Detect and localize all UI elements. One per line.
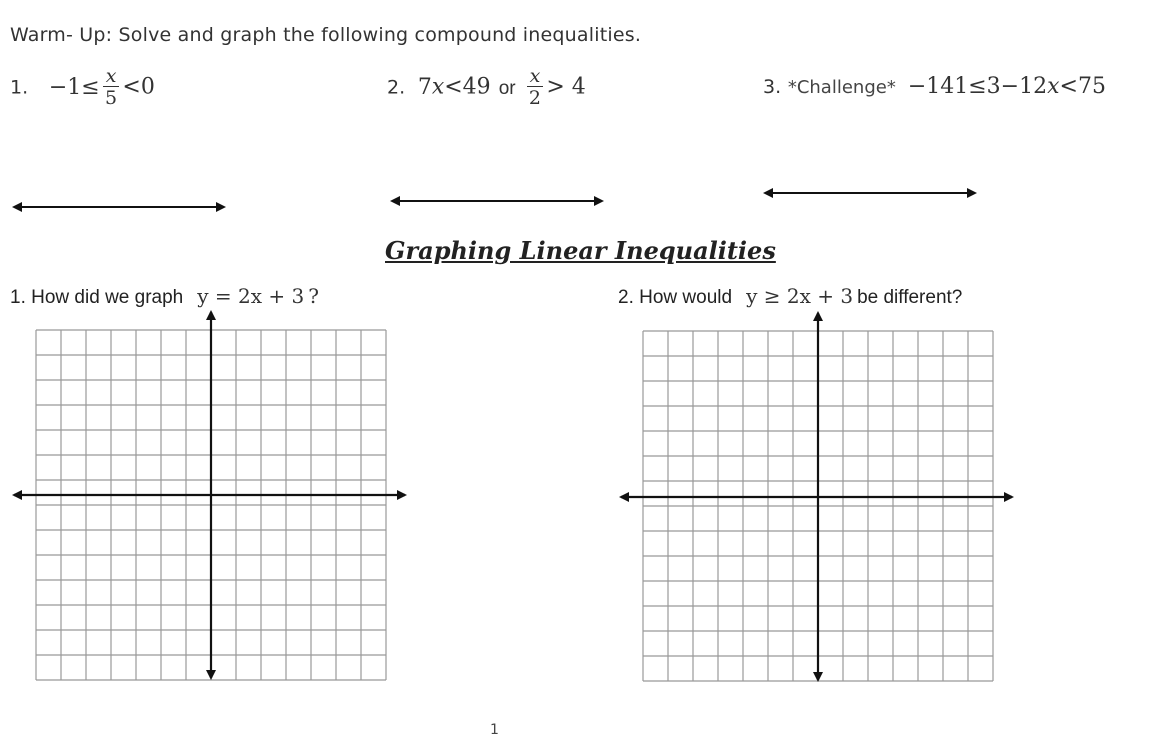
problem-1-number: 1. [10, 76, 29, 99]
question-1-number: 1. [10, 287, 26, 308]
question-2-number: 2. [618, 287, 634, 308]
section-title: Graphing Linear Inequalities [385, 236, 776, 265]
question-2-end: be different? [857, 287, 963, 308]
problem-2-frac-den: 2 [528, 87, 541, 109]
problem-2-frac-num: x [527, 66, 544, 87]
question-1-end: ? [308, 284, 319, 308]
question-1-equation: y = 2x + 3 [197, 284, 305, 308]
problem-2-number: 2. [387, 76, 406, 99]
question-1-text: How did we graph [31, 287, 184, 308]
problem-2-or: or [498, 77, 516, 99]
problem-3-expr-b: <75 [1059, 74, 1106, 99]
problem-3-var: x [1047, 74, 1060, 99]
problem-2-part1-rhs: <49 [444, 74, 491, 100]
warmup-instruction: Warm- Up: Solve and graph the following compound inequalities. [10, 24, 642, 46]
problem-1-rhs: <0 [122, 74, 155, 100]
page-number: 1 [490, 722, 499, 738]
problem-3-challenge-label: *Challenge* [787, 77, 896, 98]
question-2-text: How would [639, 287, 733, 308]
problem-3-number: 3. [763, 76, 782, 98]
problem-3-expr-a: −141≤3−12 [907, 74, 1048, 99]
question-2-equation: y ≥ 2x + 3 [746, 284, 854, 308]
problem-1-lhs: −1≤ [48, 74, 100, 100]
problem-2-rhs: > 4 [546, 74, 586, 100]
problem-1-frac-num: x [103, 66, 120, 87]
problem-1-frac-den: 5 [105, 87, 118, 109]
problem-2-coef: 7 [417, 74, 432, 100]
problem-2-var: x [431, 74, 445, 100]
